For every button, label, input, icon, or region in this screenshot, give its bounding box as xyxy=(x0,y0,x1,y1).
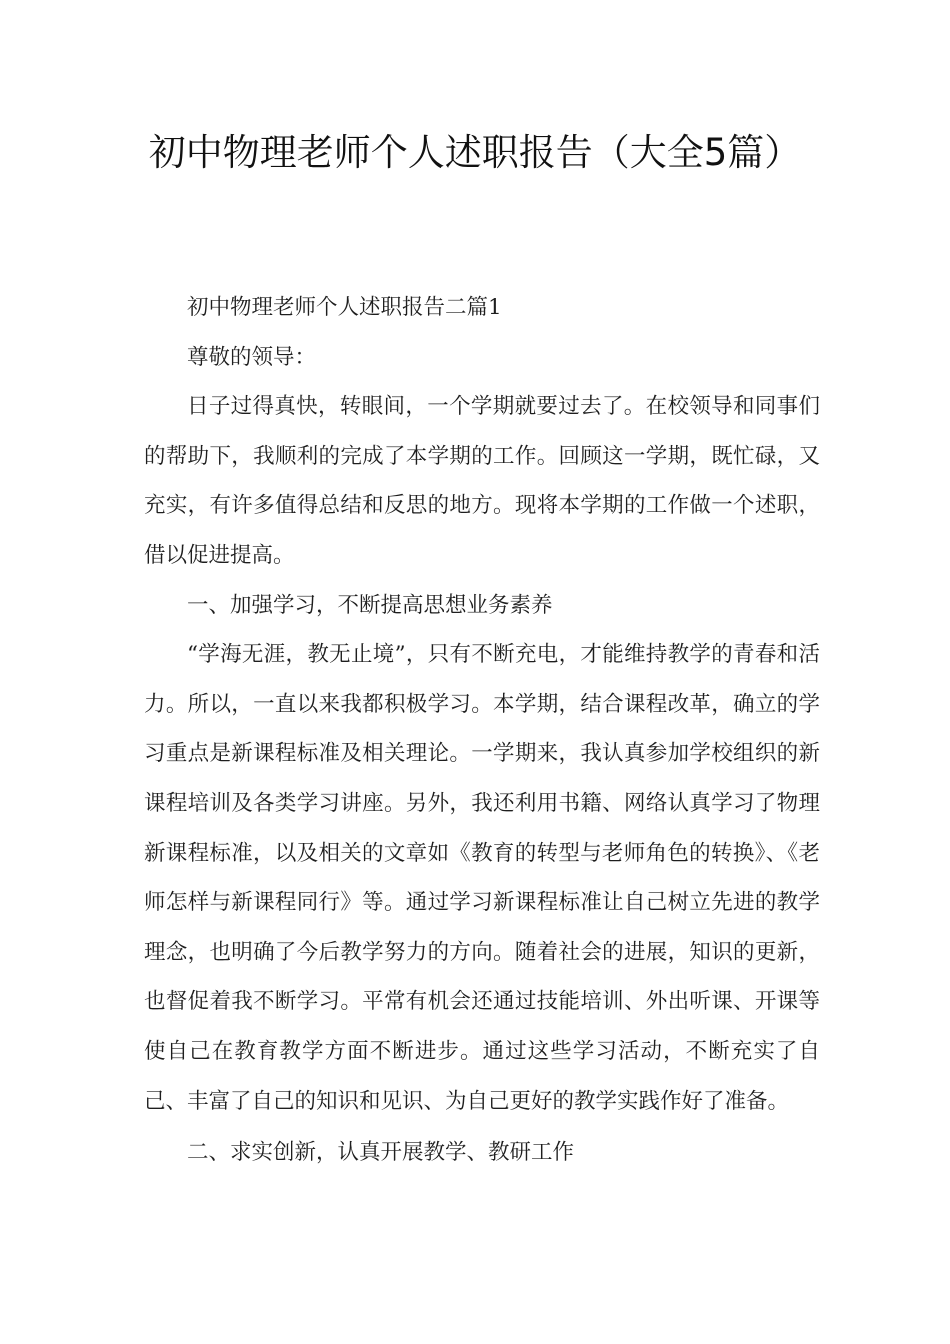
subheading: 一、加强学习，不断提高思想业务素养 xyxy=(187,592,553,618)
body-paragraph: 日子过得真快，转眼间，一个学期就要过去了。在校领导和同事们的帮助下，我顺利的完成了本学期的工作。回顾这一学期，既忙碌，又充实，有许多值得总结和反思的地方。现将本学期的工作做一个述职，借以促进提高。 xyxy=(144,394,820,568)
section-heading: 初中物理老师个人述职报告二篇1 xyxy=(187,295,502,320)
document-body xyxy=(144,283,820,1178)
body-paragraph: “学海无涯，教无止境”，只有不断充电，才能维持教学的青春和活力。所以，一直以来我都积极学习。本学期，结合课程改革，确立的学习重点是新课程标准及相关理论。一学期来，我认真参加学校组织的新课程培训及各类学习讲座。另外，我还利用书籍、网络认真学习了物理新课程标准，以及相关的文章如《教育的转型与老师角色的转换》、《老师怎样与新课程同行》等。通过学习新课程标准让自己树立先进的教学理念，也明确了今后教学努力的方向。随着社会的进展，知识的更新，也督促着我不断学习。平常有机会还通过技能培训、外出听课、开课等使自己在教育教学方面不断进步。通过这些学习活动，不断充实了自己、丰富了自己的知识和见识、为自己更好的教学实践作好了准备。 xyxy=(144,642,820,1114)
subheading: 二、求实创新，认真开展教学、教研工作 xyxy=(187,1140,575,1166)
salutation: 尊敬的领导： xyxy=(187,344,317,370)
document-title: 初中物理老师个人述职报告（大全5篇） xyxy=(148,131,802,174)
